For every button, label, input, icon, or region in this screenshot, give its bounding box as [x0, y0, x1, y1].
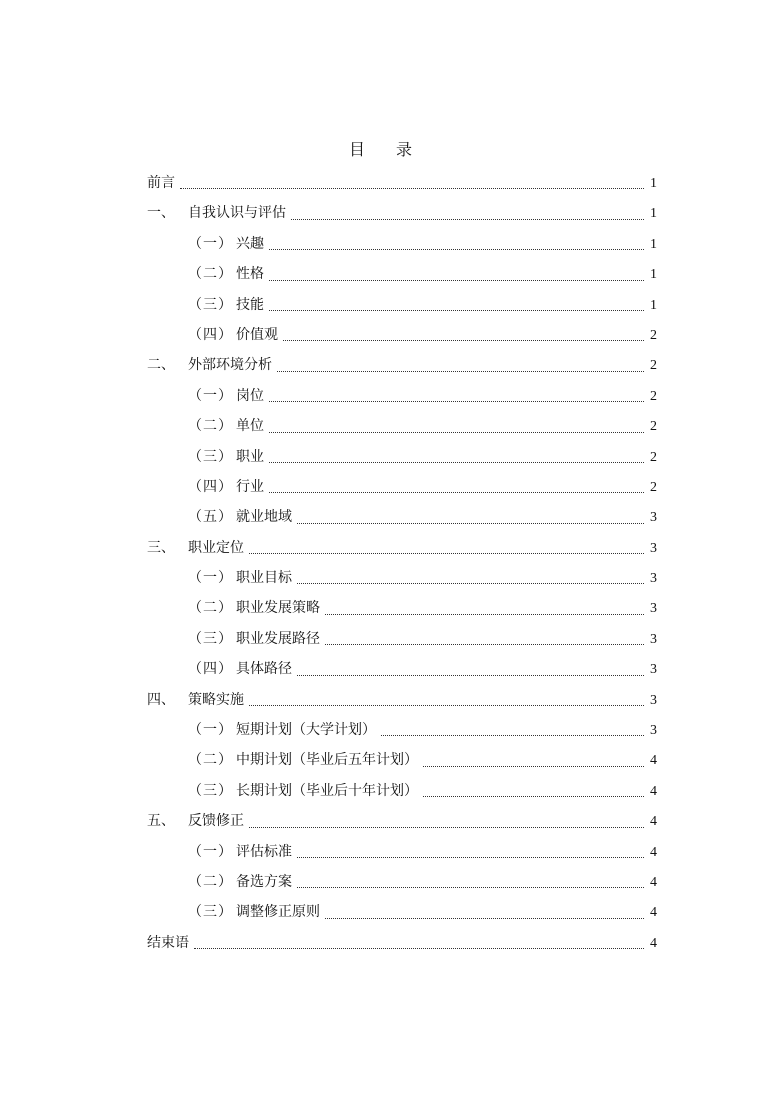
toc-dot-leader: [325, 644, 644, 645]
toc-page-number: 1: [650, 176, 657, 191]
toc-entry-label: 策略实施: [188, 691, 244, 708]
toc-entry-number: （一）: [188, 387, 233, 404]
toc-entry-label: 价值观: [236, 326, 278, 343]
toc-page-number: 2: [650, 419, 657, 435]
toc-entry-label: 单位: [236, 418, 264, 435]
toc-page-number: 4: [650, 753, 657, 769]
toc-page-number: 4: [650, 935, 657, 951]
toc-page-number: 3: [650, 631, 657, 647]
toc-entry-number: （三）: [188, 904, 233, 921]
toc-dot-leader: [277, 371, 644, 372]
toc-entry-number: （二）: [188, 600, 233, 617]
toc-entry-section-2[interactable]: [147, 350, 657, 380]
toc-page-number: 3: [650, 510, 657, 526]
toc-entry-number: （二）: [188, 266, 233, 283]
toc-entry-number: （二）: [188, 418, 233, 435]
toc-entry-section-3[interactable]: [147, 533, 657, 563]
toc-page-number: 3: [650, 601, 657, 617]
toc-page-number: 3: [650, 662, 657, 678]
toc-entry-label: 职业目标: [236, 570, 292, 587]
toc-dot-leader: [249, 827, 644, 828]
toc-entry-label: 职业发展策略: [236, 600, 320, 617]
toc-entry-number: 五、: [147, 813, 175, 830]
toc-entry-number: （四）: [188, 478, 233, 495]
toc-entry-label: 备选方案: [236, 873, 292, 890]
toc-page-number: 4: [650, 814, 657, 830]
toc-entry-number: （三）: [188, 630, 233, 647]
toc-entry-label: 职业发展路径: [236, 630, 320, 647]
toc-entry-subsection[interactable]: [147, 290, 657, 320]
toc-entry-label: 结束语: [147, 934, 189, 951]
toc-dot-leader: [297, 887, 644, 888]
toc-dot-leader: [297, 583, 644, 584]
toc-entry-number: （四）: [188, 326, 233, 343]
toc-page-number: 3: [650, 692, 657, 708]
toc-dot-leader: [297, 523, 644, 524]
toc-dot-leader: [249, 705, 644, 706]
toc-entry-subsection[interactable]: [147, 411, 657, 441]
toc-entry-number: （一）: [188, 722, 233, 739]
toc-entry-subsection[interactable]: [147, 624, 657, 654]
toc-dot-leader: [269, 249, 644, 250]
toc-entry-label: 技能: [236, 296, 264, 313]
toc-dot-leader: [283, 340, 644, 341]
toc-dot-leader: [194, 948, 644, 949]
toc-title: 目 录: [348, 140, 426, 159]
toc-entry-subsection[interactable]: [147, 745, 657, 775]
toc-entry-section-1[interactable]: [147, 198, 657, 228]
toc-entry-label: 反馈修正: [188, 813, 244, 830]
toc-list: [147, 168, 657, 958]
toc-entry-subsection[interactable]: [147, 563, 657, 593]
toc-page-number: 2: [650, 358, 657, 374]
toc-entry-label: 调整修正原则: [236, 904, 320, 921]
toc-entry-label: 长期计划（毕业后十年计划）: [236, 782, 418, 799]
toc-entry-label: 短期计划（大学计划）: [236, 722, 376, 739]
toc-entry-label: 兴趣: [236, 235, 264, 252]
toc-page-number: 3: [650, 571, 657, 587]
toc-entry-subsection[interactable]: [147, 654, 657, 684]
toc-entry-number: （三）: [188, 448, 233, 465]
toc-entry-label: 具体路径: [236, 661, 292, 678]
toc-entry-label: 性格: [236, 266, 264, 283]
toc-entry-subsection[interactable]: [147, 897, 657, 927]
toc-entry-conclusion[interactable]: [147, 928, 657, 958]
toc-entry-number: （四）: [188, 661, 233, 678]
toc-dot-leader: [297, 857, 644, 858]
toc-entry-number: （一）: [188, 235, 233, 252]
toc-dot-leader: [269, 432, 644, 433]
toc-entry-subsection[interactable]: [147, 259, 657, 289]
toc-entry-label: 职业定位: [188, 539, 244, 556]
toc-dot-leader: [423, 766, 644, 767]
toc-entry-number: （一）: [188, 570, 233, 587]
toc-page-number: 4: [650, 905, 657, 921]
toc-entry-label: 就业地域: [236, 509, 292, 526]
toc-page-number: 1: [650, 267, 657, 283]
toc-entry-number: 二、: [147, 357, 175, 374]
toc-dot-leader: [269, 280, 644, 281]
toc-entry-subsection[interactable]: [147, 837, 657, 867]
toc-entry-label: 中期计划（毕业后五年计划）: [236, 752, 418, 769]
toc-entry-label: 岗位: [236, 387, 264, 404]
toc-entry-number: 四、: [147, 691, 175, 708]
toc-entry-number: 一、: [147, 205, 175, 222]
toc-dot-leader: [381, 735, 644, 736]
toc-page-number: 1: [650, 206, 657, 222]
toc-entry-subsection[interactable]: [147, 776, 657, 806]
toc-entry-subsection[interactable]: [147, 867, 657, 897]
toc-entry-subsection[interactable]: [147, 320, 657, 350]
toc-entry-number: （二）: [188, 752, 233, 769]
toc-entry-subsection[interactable]: [147, 472, 657, 502]
toc-page-number: 1: [650, 297, 657, 313]
toc-entry-number: （一）: [188, 843, 233, 860]
toc-entry-subsection[interactable]: [147, 381, 657, 411]
toc-page-number: 2: [650, 449, 657, 465]
toc-entry-label: 职业: [236, 448, 264, 465]
toc-entry-label: 自我认识与评估: [188, 205, 286, 222]
toc-entry-number: （二）: [188, 873, 233, 890]
toc-dot-leader: [249, 553, 644, 554]
toc-entry-section-5[interactable]: [147, 806, 657, 836]
toc-dot-leader: [291, 219, 644, 220]
toc-page-number: 4: [650, 844, 657, 860]
toc-entry-number: 三、: [147, 539, 175, 556]
toc-entry-preface[interactable]: [147, 168, 657, 198]
toc-page-number: 4: [650, 783, 657, 799]
toc-dot-leader: [269, 492, 644, 493]
toc-entry-subsection[interactable]: [147, 229, 657, 259]
toc-entry-subsection[interactable]: [147, 593, 657, 623]
toc-entry-label: 前言: [147, 175, 175, 191]
toc-entry-label: 外部环境分析: [188, 357, 272, 374]
toc-entry-subsection[interactable]: [147, 715, 657, 745]
toc-dot-leader: [269, 462, 644, 463]
toc-entry-subsection[interactable]: [147, 442, 657, 472]
toc-page-number: 2: [650, 327, 657, 343]
toc-page-number: 2: [650, 388, 657, 404]
toc-entry-subsection[interactable]: [147, 502, 657, 532]
toc-dot-leader: [423, 796, 644, 797]
toc-entry-number: （五）: [188, 509, 233, 526]
toc-page-number: 2: [650, 479, 657, 495]
toc-dot-leader: [325, 918, 644, 919]
toc-dot-leader: [325, 614, 644, 615]
toc-entry-number: （三）: [188, 296, 233, 313]
toc-entry-label: 行业: [236, 478, 264, 495]
toc-dot-leader: [297, 675, 644, 676]
toc-dot-leader: [269, 310, 644, 311]
toc-page-number: 3: [650, 540, 657, 556]
toc-page-number: 4: [650, 874, 657, 890]
toc-dot-leader: [269, 401, 644, 402]
toc-entry-label: 评估标准: [236, 843, 292, 860]
toc-page-number: 3: [650, 723, 657, 739]
toc-entry-section-4[interactable]: [147, 685, 657, 715]
toc-dot-leader: [180, 188, 644, 189]
toc-entry-number: （三）: [188, 782, 233, 799]
toc-page-number: 1: [650, 236, 657, 252]
